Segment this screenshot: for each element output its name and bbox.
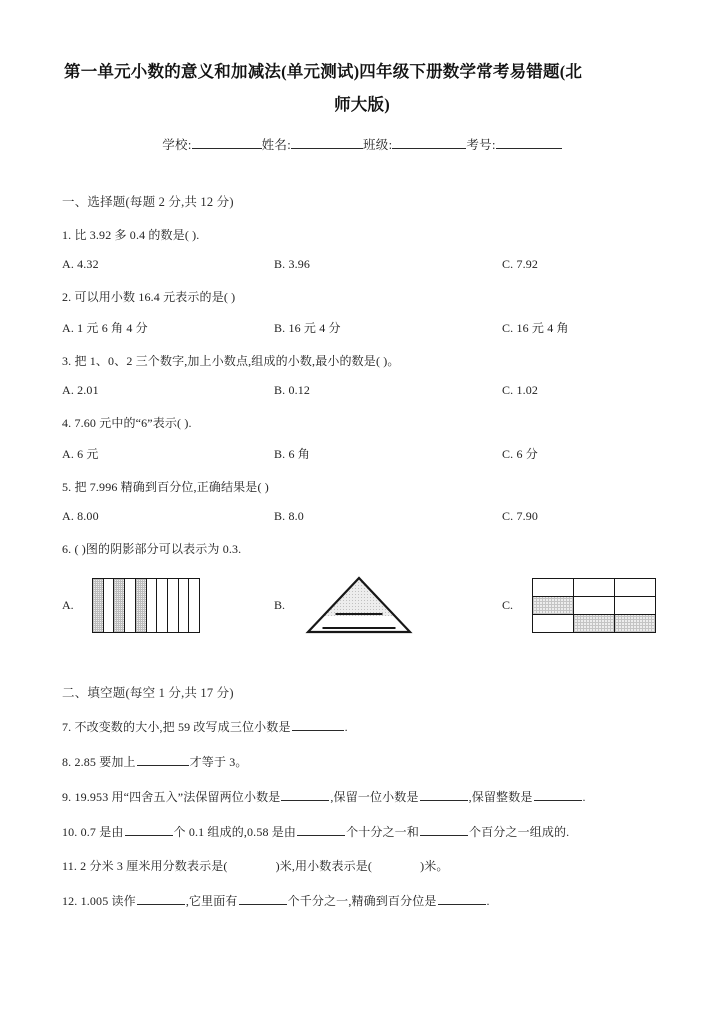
question-4-option-a[interactable]: A. 6 元 bbox=[62, 447, 99, 461]
strip-cell bbox=[104, 579, 115, 632]
question-2-options bbox=[62, 319, 662, 336]
question-1-option-a[interactable]: A. 4.32 bbox=[62, 257, 99, 271]
vertical-strips-figure bbox=[92, 578, 200, 633]
question-1-option-c[interactable]: C. 7.92 bbox=[502, 257, 539, 271]
question-3-option-c[interactable]: C. 1.02 bbox=[502, 383, 539, 397]
title-line-1: 第一单元小数的意义和加减法(单元测试)四年级下册数学常考易错题(北 bbox=[64, 62, 583, 81]
question-1-options bbox=[62, 257, 662, 272]
grid-cell bbox=[574, 597, 615, 614]
strip-cell bbox=[114, 579, 125, 632]
question-10-blank-1[interactable] bbox=[125, 823, 173, 836]
strip-cell bbox=[179, 579, 190, 632]
question-3-options bbox=[62, 383, 662, 398]
question-1-text: 1. 比 3.92 多 0.4 的数是( ). bbox=[62, 228, 200, 242]
question-8 bbox=[62, 753, 662, 771]
question-5-options bbox=[62, 509, 662, 524]
question-12-part-4: . bbox=[486, 894, 490, 908]
question-8-blank-1[interactable] bbox=[137, 753, 189, 766]
question-6-label-c: C. bbox=[502, 597, 514, 612]
student-info-line bbox=[62, 132, 662, 158]
question-10-part-1: 10. 0.7 是由 bbox=[62, 825, 124, 839]
grid-cell bbox=[615, 615, 655, 632]
name-label: 姓名: bbox=[261, 138, 291, 152]
question-2-option-c[interactable]: C. 16 元 4 角 bbox=[502, 321, 569, 335]
question-9-part-1: 9. 19.953 用“四舍五入”法保留两位小数是 bbox=[62, 790, 281, 804]
title-line-2: 师大版) bbox=[334, 95, 390, 114]
question-11-part-2: )米,用小数表示是( bbox=[275, 859, 373, 873]
question-9-blank-3[interactable] bbox=[534, 788, 582, 801]
question-10-part-4: 个百分之一组成的. bbox=[468, 825, 570, 839]
question-10-part-2: 个 0.1 组成的,0.58 是由 bbox=[173, 825, 297, 839]
question-4-option-c[interactable]: C. 6 分 bbox=[502, 447, 538, 461]
question-6-figures bbox=[62, 574, 662, 636]
question-11 bbox=[62, 858, 662, 875]
question-6-option-a[interactable] bbox=[62, 578, 274, 633]
question-3-option-b[interactable]: B. 0.12 bbox=[274, 383, 311, 397]
grid-row bbox=[533, 597, 655, 615]
triangle-bands-figure bbox=[304, 576, 414, 634]
grid-row bbox=[533, 615, 655, 632]
question-12-blank-1[interactable] bbox=[137, 892, 185, 905]
question-12-part-3: 个千分之一,精确到百分位是 bbox=[287, 894, 437, 908]
question-5-option-a[interactable]: A. 8.00 bbox=[62, 509, 99, 523]
grid-cell bbox=[615, 579, 655, 596]
section-heading-choice: 一、选择题(每题 2 分,共 12 分) bbox=[62, 195, 234, 209]
grid-cell bbox=[533, 579, 574, 596]
question-6-label-b: B. bbox=[274, 597, 286, 612]
question-9 bbox=[62, 788, 662, 806]
grid-cell bbox=[533, 597, 574, 614]
question-6-option-b[interactable] bbox=[274, 576, 502, 634]
question-6-label-a: A. bbox=[62, 597, 74, 612]
question-2-option-b[interactable]: B. 16 元 4 分 bbox=[274, 321, 341, 335]
question-11-part-1: 11. 2 分米 3 厘米用分数表示是( bbox=[62, 859, 228, 873]
question-12-part-1: 12. 1.005 读作 bbox=[62, 894, 136, 908]
grid-cell bbox=[615, 597, 655, 614]
exam-id-blank[interactable] bbox=[496, 148, 562, 149]
question-4-option-b[interactable]: B. 6 角 bbox=[274, 447, 310, 461]
question-12 bbox=[62, 892, 662, 910]
question-7-part-2: . bbox=[344, 720, 348, 734]
question-9-part-3: ,保留整数是 bbox=[468, 790, 533, 804]
question-3-option-a[interactable]: A. 2.01 bbox=[62, 383, 99, 397]
question-4-text: 4. 7.60 元中的“6”表示( ). bbox=[62, 416, 192, 430]
question-10-blank-2[interactable] bbox=[297, 823, 345, 836]
question-7-part-1: 7. 不改变数的大小,把 59 改写成三位小数是 bbox=[62, 720, 291, 734]
question-5-option-c[interactable]: C. 7.90 bbox=[502, 509, 539, 523]
question-8-part-1: 8. 2.85 要加上 bbox=[62, 755, 136, 769]
question-12-blank-2[interactable] bbox=[239, 892, 287, 905]
question-10-part-3: 个十分之一和 bbox=[346, 825, 419, 839]
question-8-part-2: 才等于 3。 bbox=[189, 755, 248, 769]
grid-cell bbox=[574, 579, 615, 596]
question-9-part-4: . bbox=[582, 790, 586, 804]
grid-cell bbox=[533, 615, 574, 632]
name-blank[interactable] bbox=[291, 148, 363, 149]
question-10 bbox=[62, 823, 662, 841]
question-5-option-b[interactable]: B. 8.0 bbox=[274, 509, 304, 523]
question-12-blank-3[interactable] bbox=[438, 892, 486, 905]
grid-row bbox=[533, 579, 655, 597]
strip-cell bbox=[93, 579, 104, 632]
question-9-part-2: ,保留一位小数是 bbox=[330, 790, 419, 804]
grid-figure bbox=[532, 578, 656, 633]
question-6-text: 6. ( )图的阴影部分可以表示为 0.3. bbox=[62, 542, 242, 556]
question-3-text: 3. 把 1、0、2 三个数字,加上小数点,组成的小数,最小的数是( )。 bbox=[62, 354, 400, 368]
question-7 bbox=[62, 718, 662, 736]
triangle-svg bbox=[304, 576, 414, 634]
question-6-option-c[interactable] bbox=[502, 578, 662, 633]
strip-cell bbox=[147, 579, 158, 632]
strip-cell bbox=[189, 579, 199, 632]
question-2-text: 2. 可以用小数 16.4 元表示的是( ) bbox=[62, 290, 236, 304]
strip-cell bbox=[168, 579, 179, 632]
page-title bbox=[62, 56, 662, 120]
class-label: 班级: bbox=[363, 138, 393, 152]
question-9-blank-1[interactable] bbox=[281, 788, 329, 801]
strip-cell bbox=[157, 579, 168, 632]
section-heading-fill: 二、填空题(每空 1 分,共 17 分) bbox=[62, 686, 234, 700]
strip-cell bbox=[125, 579, 136, 632]
school-label: 学校: bbox=[162, 138, 192, 152]
question-9-blank-2[interactable] bbox=[420, 788, 468, 801]
question-12-part-2: ,它里面有 bbox=[185, 894, 238, 908]
strip-cell bbox=[136, 579, 147, 632]
question-11-part-3: )米。 bbox=[420, 859, 449, 873]
question-7-blank-1[interactable] bbox=[292, 718, 344, 731]
school-blank[interactable] bbox=[192, 148, 262, 149]
exam-id-label: 考号: bbox=[466, 138, 496, 152]
question-2-option-a[interactable]: A. 1 元 6 角 4 分 bbox=[62, 321, 148, 335]
question-4-options bbox=[62, 445, 662, 462]
question-1-option-b[interactable]: B. 3.96 bbox=[274, 257, 311, 271]
question-5-text: 5. 把 7.996 精确到百分位,正确结果是( ) bbox=[62, 480, 269, 494]
grid-cell bbox=[574, 615, 615, 632]
question-10-blank-3[interactable] bbox=[420, 823, 468, 836]
class-blank[interactable] bbox=[392, 148, 466, 149]
